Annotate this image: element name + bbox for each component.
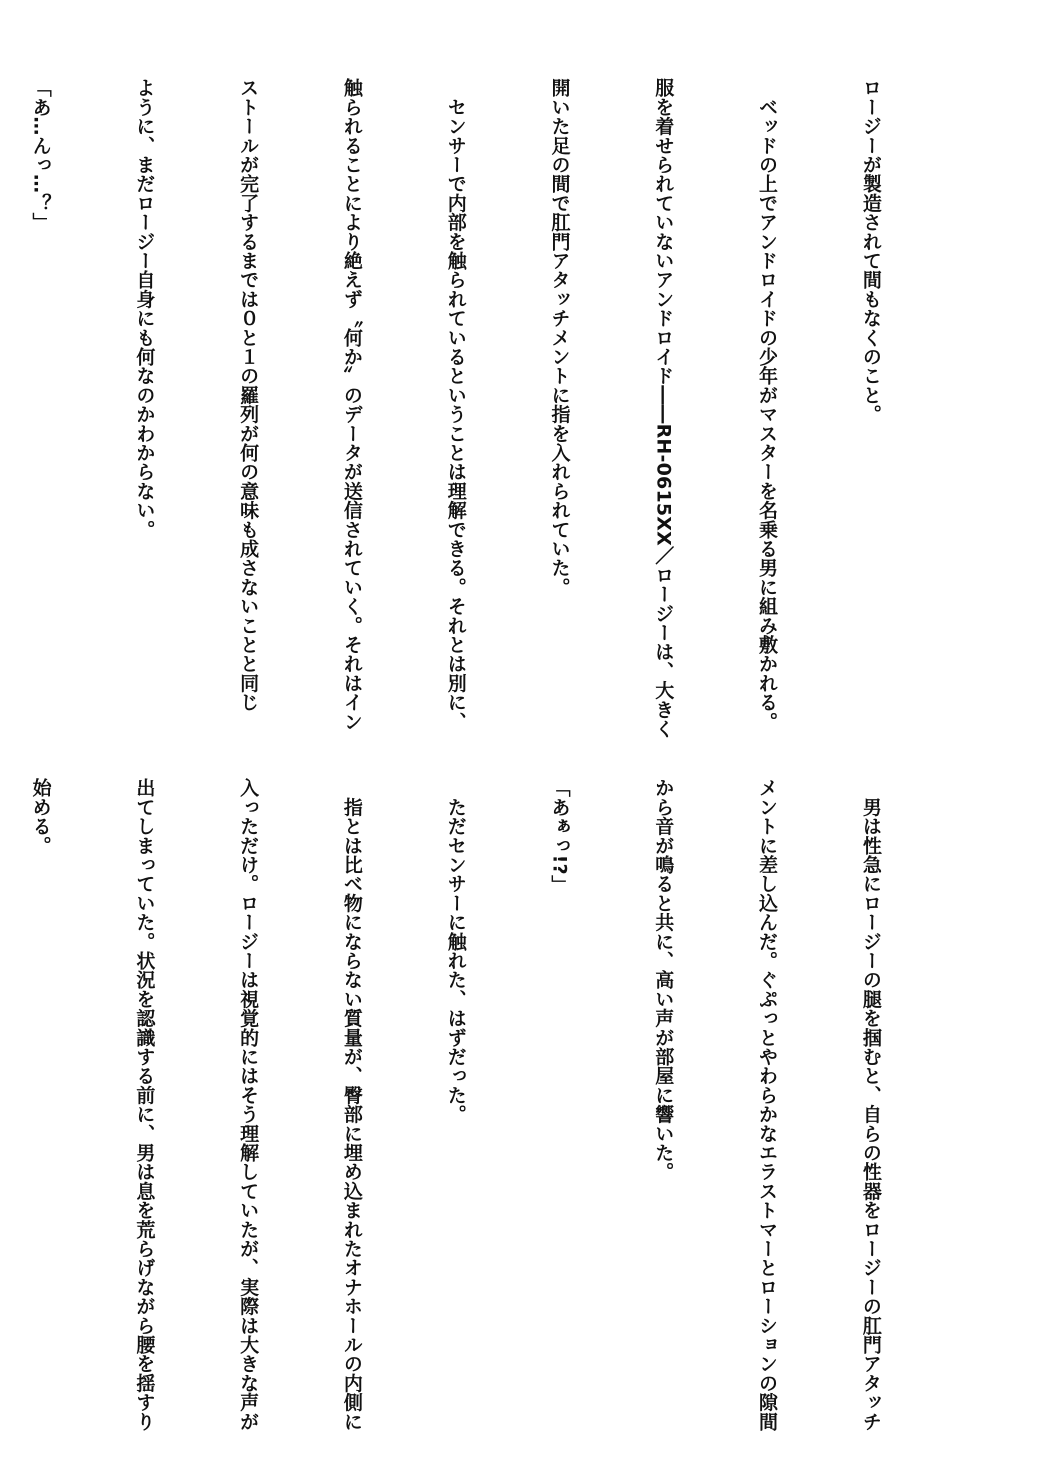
text-line: 男は性急にロージーの腿を掴むと、自らの性器をロージーの肛門アタッチ [859, 778, 882, 1431]
text-line: 服を着せられていないアンドロイド――RH-0615XX／ロージーは、大きく [652, 78, 675, 738]
text-line: 指とは比べ物にならない質量が、臀部に埋め込まれたオナホールの内側に [340, 778, 363, 1431]
text-line: ベッドの上でアンドロイドの少年がマスターを名乗る男に組み敷かれる。 [756, 78, 779, 731]
text-line: ロージーが製造されて間もなくのこと。 [859, 78, 882, 424]
text-line: 触られることにより絶えず〝何か〟のデータが送信されていく。それはイン [340, 78, 363, 731]
text-line: ように、まだロージー自身にも何なのかわからない。 [133, 78, 156, 539]
text-line: 開いた足の間で肛門アタッチメントに指を入れられていた。 [548, 78, 571, 597]
text-block-top [29, 78, 957, 738]
text-line: 始める。 [29, 778, 52, 855]
text-line: から音が鳴ると共に、高い声が部屋に響いた。 [652, 778, 675, 1182]
text-line: ただセンサーに触れた、はずだった。 [444, 778, 467, 1124]
text-line: 入っただけ。ロージーは視覚的にはそう理解していたが、実際は大きな声が [237, 778, 260, 1431]
text-line: 「あぁっ!?」 [548, 778, 571, 895]
text-line: 「あ…んっ…？」 [29, 78, 52, 232]
text-block-bottom [29, 778, 957, 1433]
text-line: ストールが完了するまでは０と１の羅列が何の意味も成さないことと同じ [237, 78, 260, 712]
text-line: メントに差し込んだ。ぐぷっとやわらかなエラストマーとローションの隙間 [756, 778, 779, 1431]
text-line: センサーで内部を触られているということは理解できる。それとは別に、 [444, 78, 467, 731]
text-line: 出てしまっていた。状況を認識する前に、男は息を荒らげながら腰を揺すり [133, 778, 156, 1431]
